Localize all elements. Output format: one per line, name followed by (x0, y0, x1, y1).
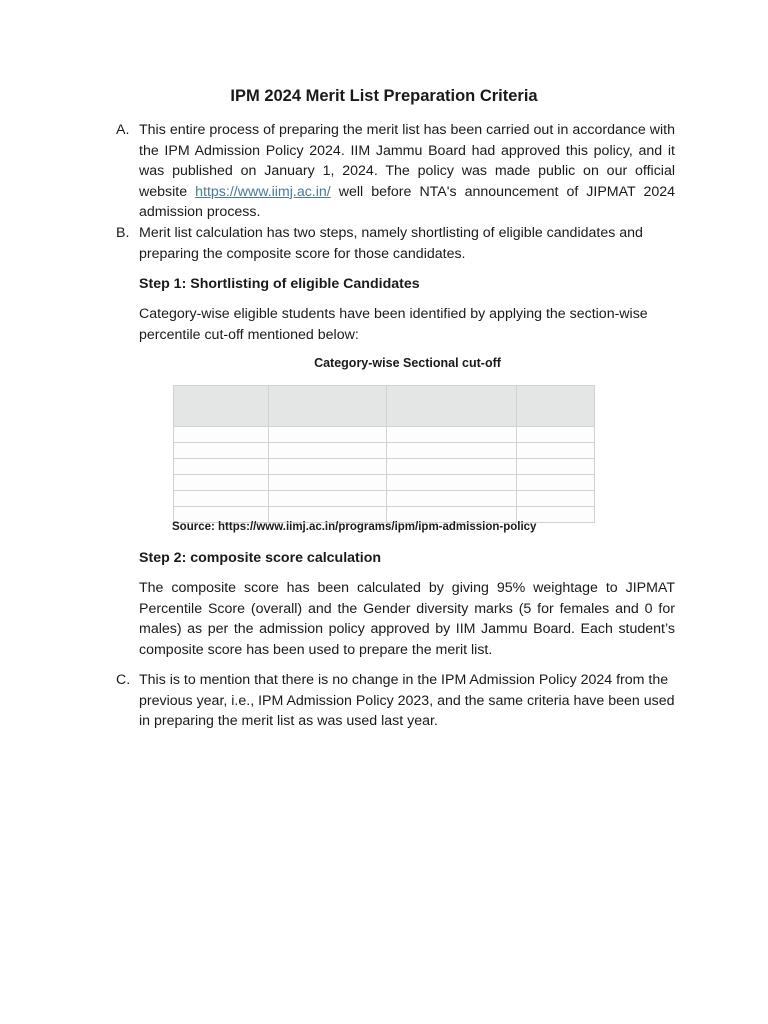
table-cell (387, 475, 517, 491)
table-cell (174, 427, 269, 443)
list-item-text (139, 120, 675, 223)
table-cell (174, 443, 269, 459)
table-row (174, 459, 595, 475)
list-marker: A. (116, 122, 130, 138)
cutoff-table (173, 385, 595, 523)
table-header-cell (517, 386, 595, 427)
step-1-section (116, 274, 675, 294)
table-cell (387, 427, 517, 443)
table-cell (269, 427, 387, 443)
table-cell (269, 443, 387, 459)
table-cell (517, 459, 595, 475)
table-header-cell (174, 386, 269, 427)
table-row (174, 427, 595, 443)
table-source: Source: https://www.iimj.ac.in/programs/ipm/ipm-admission-policy (172, 521, 537, 533)
table-cell (269, 475, 387, 491)
step-2-text: The composite score has been calculated by giving 95% weightage to JIPMAT Percentile Score (overall) and the Gender diversity marks (5 for females and 0 for males) as per the admission policy approved by IIM Jammu Board. Each student’s composite score has been used to prepare the merit list. (139, 580, 675, 658)
list-item-a (116, 120, 675, 223)
page-title: IPM 2024 Merit List Preparation Criteria (230, 87, 538, 105)
step-2-title: Step 2: composite score calculation (139, 550, 382, 566)
table-cell (269, 459, 387, 475)
list-item-text: This is to mention that there is no change in the IPM Admission Policy 2024 from the previous year, i.e., IPM Admission Policy 2023, and the same criteria have been used in preparing the merit list as was used last year. (139, 672, 675, 729)
table-header-row (174, 386, 595, 427)
table-cell (174, 491, 269, 507)
table-header-cell (269, 386, 387, 427)
list-marker: C. (116, 672, 131, 688)
table-title: Category-wise Sectional cut-off (314, 356, 501, 370)
step-1-text: Category-wise eligible students have been identified by applying the section-wise percentile cut-off mentioned below: (139, 306, 648, 343)
step-1-description (116, 304, 675, 345)
table-cell (387, 491, 517, 507)
step-1-title: Step 1: Shortlisting of eligible Candidates (139, 276, 420, 292)
table-cell (174, 459, 269, 475)
table-cell (517, 475, 595, 491)
paragraph-text: well before NTA's announcement of JIPMAT 2024 admission process. (139, 183, 676, 220)
table-header-cell (387, 386, 517, 427)
table-cell (387, 459, 517, 475)
step-2-section (116, 548, 675, 568)
table-cell (517, 491, 595, 507)
table-cell (517, 443, 595, 459)
table-row (174, 443, 595, 459)
table-cell (387, 443, 517, 459)
table-cell (517, 427, 595, 443)
table-row (174, 491, 595, 507)
table-row (174, 475, 595, 491)
list-marker: B. (116, 225, 130, 241)
list-item-text: Merit list calculation has two steps, namely shortlisting of eligible candidates and preparing the composite score for those candidates. (139, 225, 643, 262)
table-cell (174, 475, 269, 491)
list-item-b (116, 223, 675, 264)
paragraph-text: This entire process of preparing the merit list has been carried out in accordance with the IPM Admission Policy 2024. IIM Jammu Board had approved this policy, and it was published on January 1, 2024. The policy was made public on our official website (139, 122, 675, 200)
list-item-c (116, 670, 675, 732)
website-link[interactable]: https://www.iimj.ac.in/ (195, 183, 331, 200)
step-2-description (116, 578, 675, 660)
table-cell (269, 491, 387, 507)
